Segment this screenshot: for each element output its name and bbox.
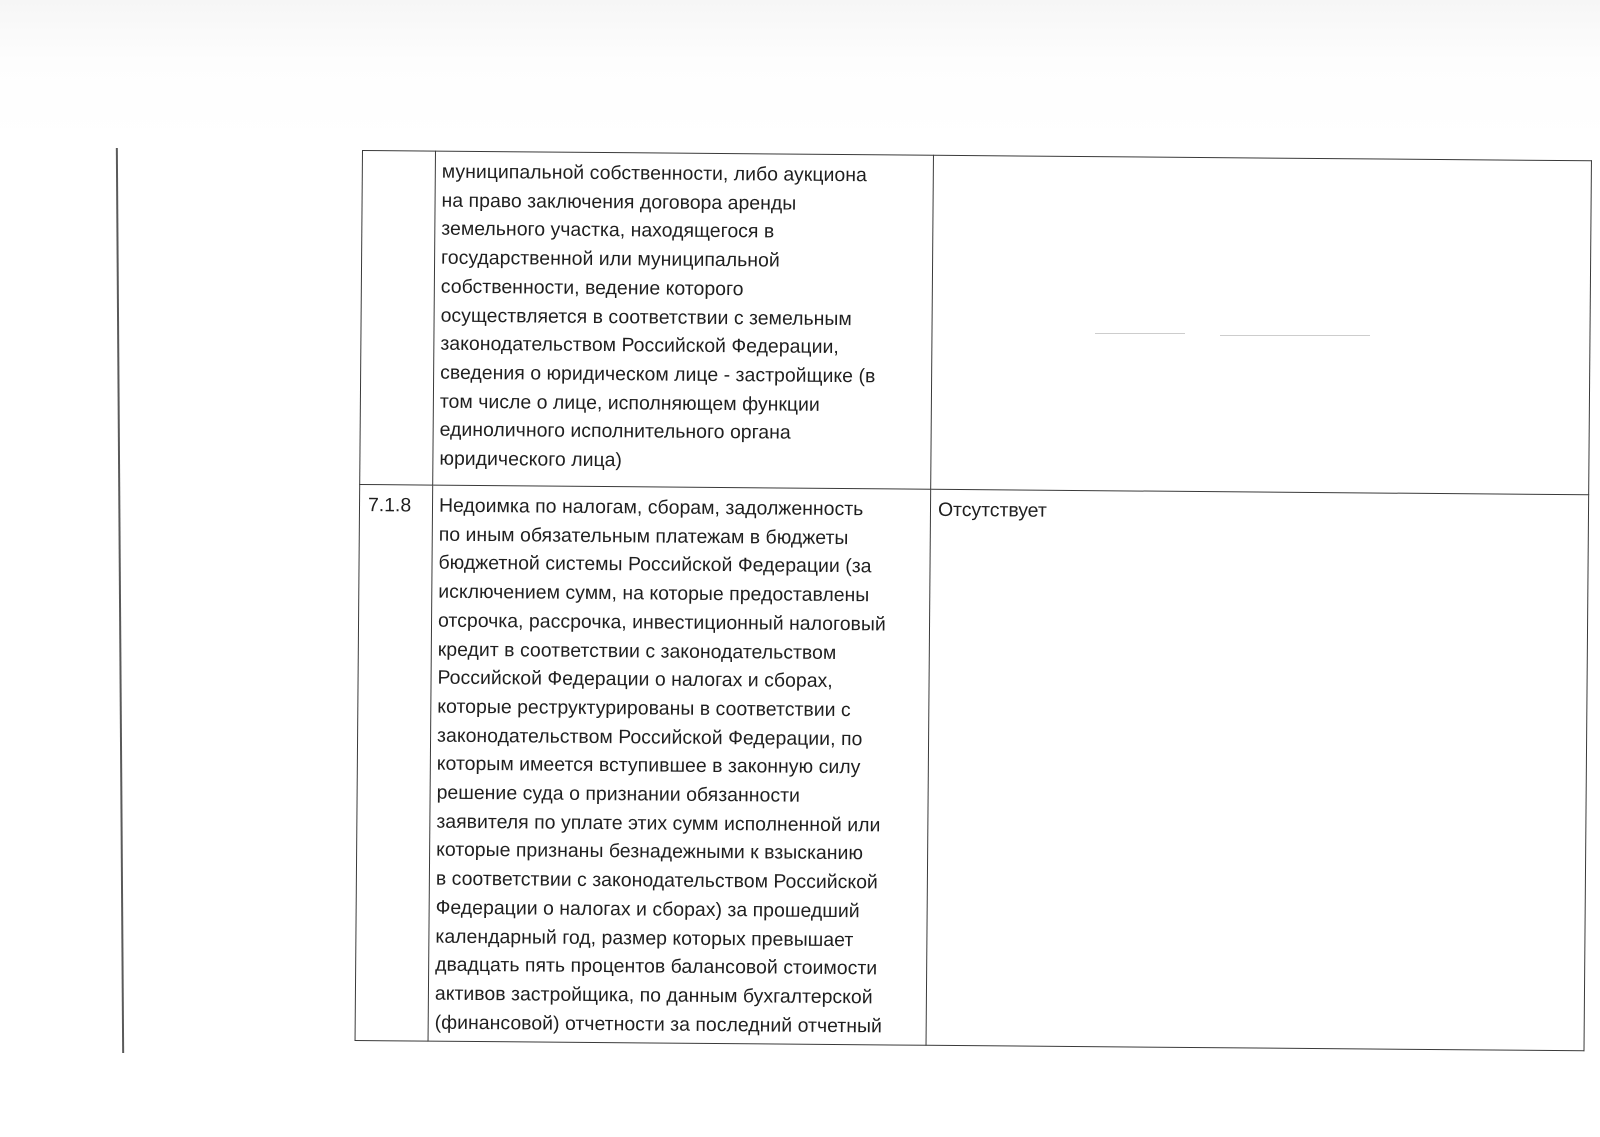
row-description: муниципальной собственности, либо аукциона на право заключения договора аренды земельного участка, находящегося в государственной или муниципальной собственности, ведение которого осуществляется в соответствии с земельным законодательством Российской Федерации, сведения о юридическом лице - застройщике (в том числе о лице, исполняющем функции единоличного исполнительного органа юридического лица) [439,160,876,472]
row-value [940,162,1585,167]
row-number: 7.1.8 [367,494,412,517]
row-number-cell [360,151,436,486]
table-row [360,151,1592,495]
row-value: Отсутствует [937,498,1047,522]
row-value-cell [926,489,1589,1051]
row-description: Недоимка по налогам, сборам, задолженность по иным обязательным платежам в бюджеты бюджетной системы Российской Федерации (за исключением сумм, на которые предоставлены отсрочка, рассрочка, инвестиционный налоговый кредит в соответствии с законодательством Российской Федерации о налогах и сборах, которые реструктурированы в соответствии с законодательством Российской Федерации, по которым имеется вступившее в законную силу решение суда о признании обязанности заявителя по уплате этих сумм исполненной или которые признаны безнадежными к взысканию в соответствии с законодательством Российской Федерации о налогах и сборах) за прошедший календарный год, размер которых превышает двадцать пять процентов балансовой стоимости активов застройщика, по данным бухгалтерской (финансовой) отчетности за последний отчетный [434,494,886,1038]
row-value-cell [931,155,1592,495]
row-description-cell [433,151,934,489]
table-row [355,484,1589,1051]
document-table [355,150,1592,1052]
row-number-cell [355,484,433,1041]
row-number [369,157,429,158]
row-description-cell [428,485,931,1046]
